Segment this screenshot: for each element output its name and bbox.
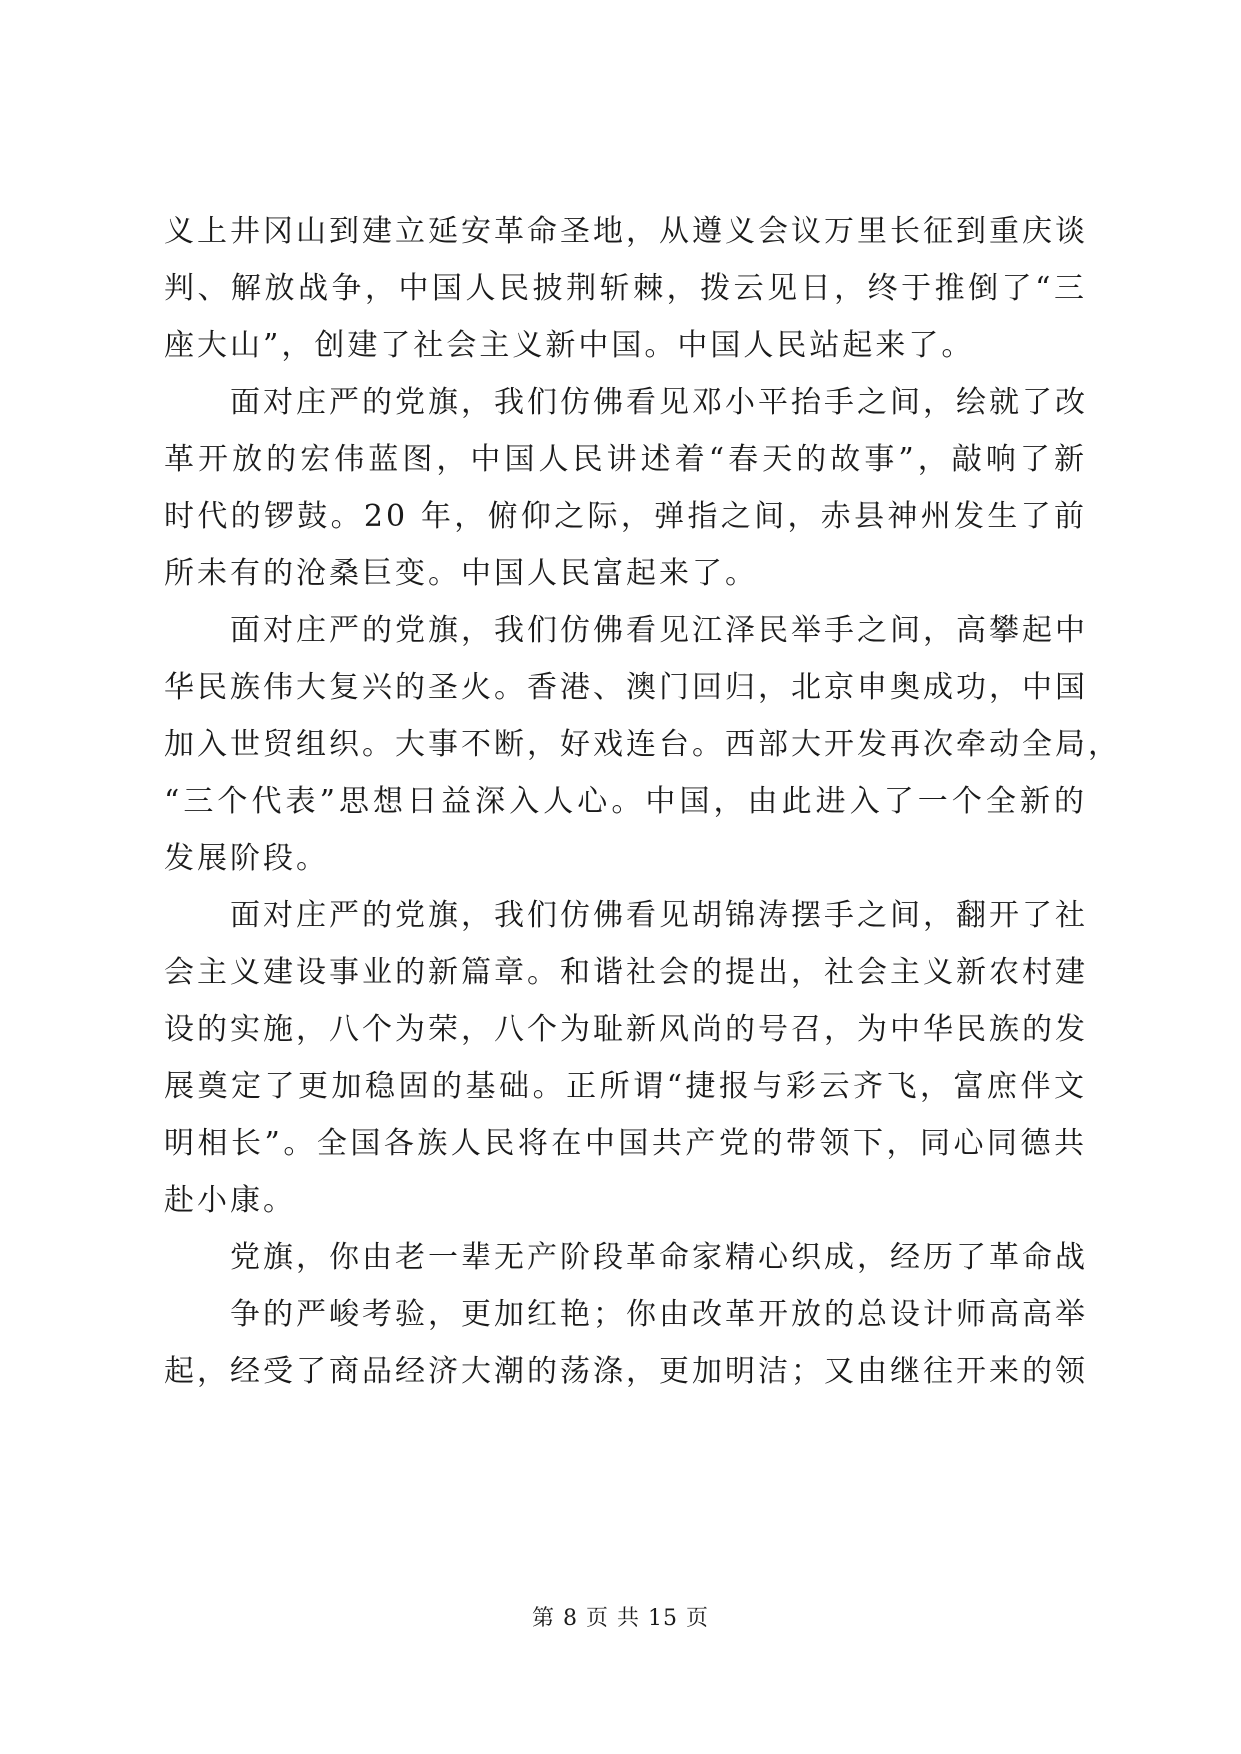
page-number-footer: 第 8 页 共 15 页 bbox=[532, 1606, 709, 1631]
text-line: 设的实施，八个为荣，八个为耻新风尚的号召，为中华民族的发 bbox=[164, 1012, 1088, 1047]
text-line: 义上井冈山到建立延安革命圣地，从遵义会议万里长征到重庆谈 bbox=[164, 214, 1088, 249]
text-line: 加入世贸组织。大事不断，好戏连台。西部大开发再次牵动全局， bbox=[164, 727, 1121, 762]
paragraph-first-line: 面对庄严的党旗，我们仿佛看见邓小平抬手之间，绘就了改 bbox=[230, 385, 1088, 420]
text-line: 明相长”。全国各族人民将在中国共产党的带领下，同心同德共 bbox=[164, 1126, 1087, 1161]
text-line: 会主义建设事业的新篇章。和谐社会的提出，社会主义新农村建 bbox=[164, 955, 1088, 990]
text-line: 发展阶段。 bbox=[164, 841, 329, 876]
text-line: 起，经受了商品经济大潮的荡涤，更加明洁；又由继往开来的领 bbox=[164, 1354, 1088, 1389]
text-line: 时代的锣鼓。20 年，俯仰之际，弹指之间，赤县神州发生了前 bbox=[164, 499, 1087, 534]
text-line: 座大山”，创建了社会主义新中国。中国人民站起来了。 bbox=[164, 328, 975, 363]
text-line: 判、解放战争，中国人民披荆斩棘，拨云见日，终于推倒了“三 bbox=[164, 271, 1087, 306]
paragraph-first-line: 面对庄严的党旗，我们仿佛看见江泽民举手之间，高攀起中 bbox=[230, 613, 1088, 648]
text-line: 赴小康。 bbox=[164, 1183, 296, 1218]
text-line: 展奠定了更加稳固的基础。正所谓“捷报与彩云齐飞，富庶伴文 bbox=[164, 1069, 1087, 1104]
text-line: 革开放的宏伟蓝图，中国人民讲述着“春天的故事”，敲响了新 bbox=[164, 442, 1087, 477]
text-line: 所未有的沧桑巨变。中国人民富起来了。 bbox=[164, 556, 758, 591]
text-line: 华民族伟大复兴的圣火。香港、澳门回归，北京申奥成功，中国 bbox=[164, 670, 1088, 705]
text-line: “三个代表”思想日益深入人心。中国，由此进入了一个全新的 bbox=[164, 784, 1087, 819]
text-line: 争的严峻考验，更加红艳；你由改革开放的总设计师高高举 bbox=[230, 1297, 1088, 1332]
paragraph-first-line: 党旗，你由老一辈无产阶段革命家精心织成，经历了革命战 bbox=[230, 1240, 1088, 1275]
paragraph-first-line: 面对庄严的党旗，我们仿佛看见胡锦涛摆手之间，翻开了社 bbox=[230, 898, 1088, 933]
